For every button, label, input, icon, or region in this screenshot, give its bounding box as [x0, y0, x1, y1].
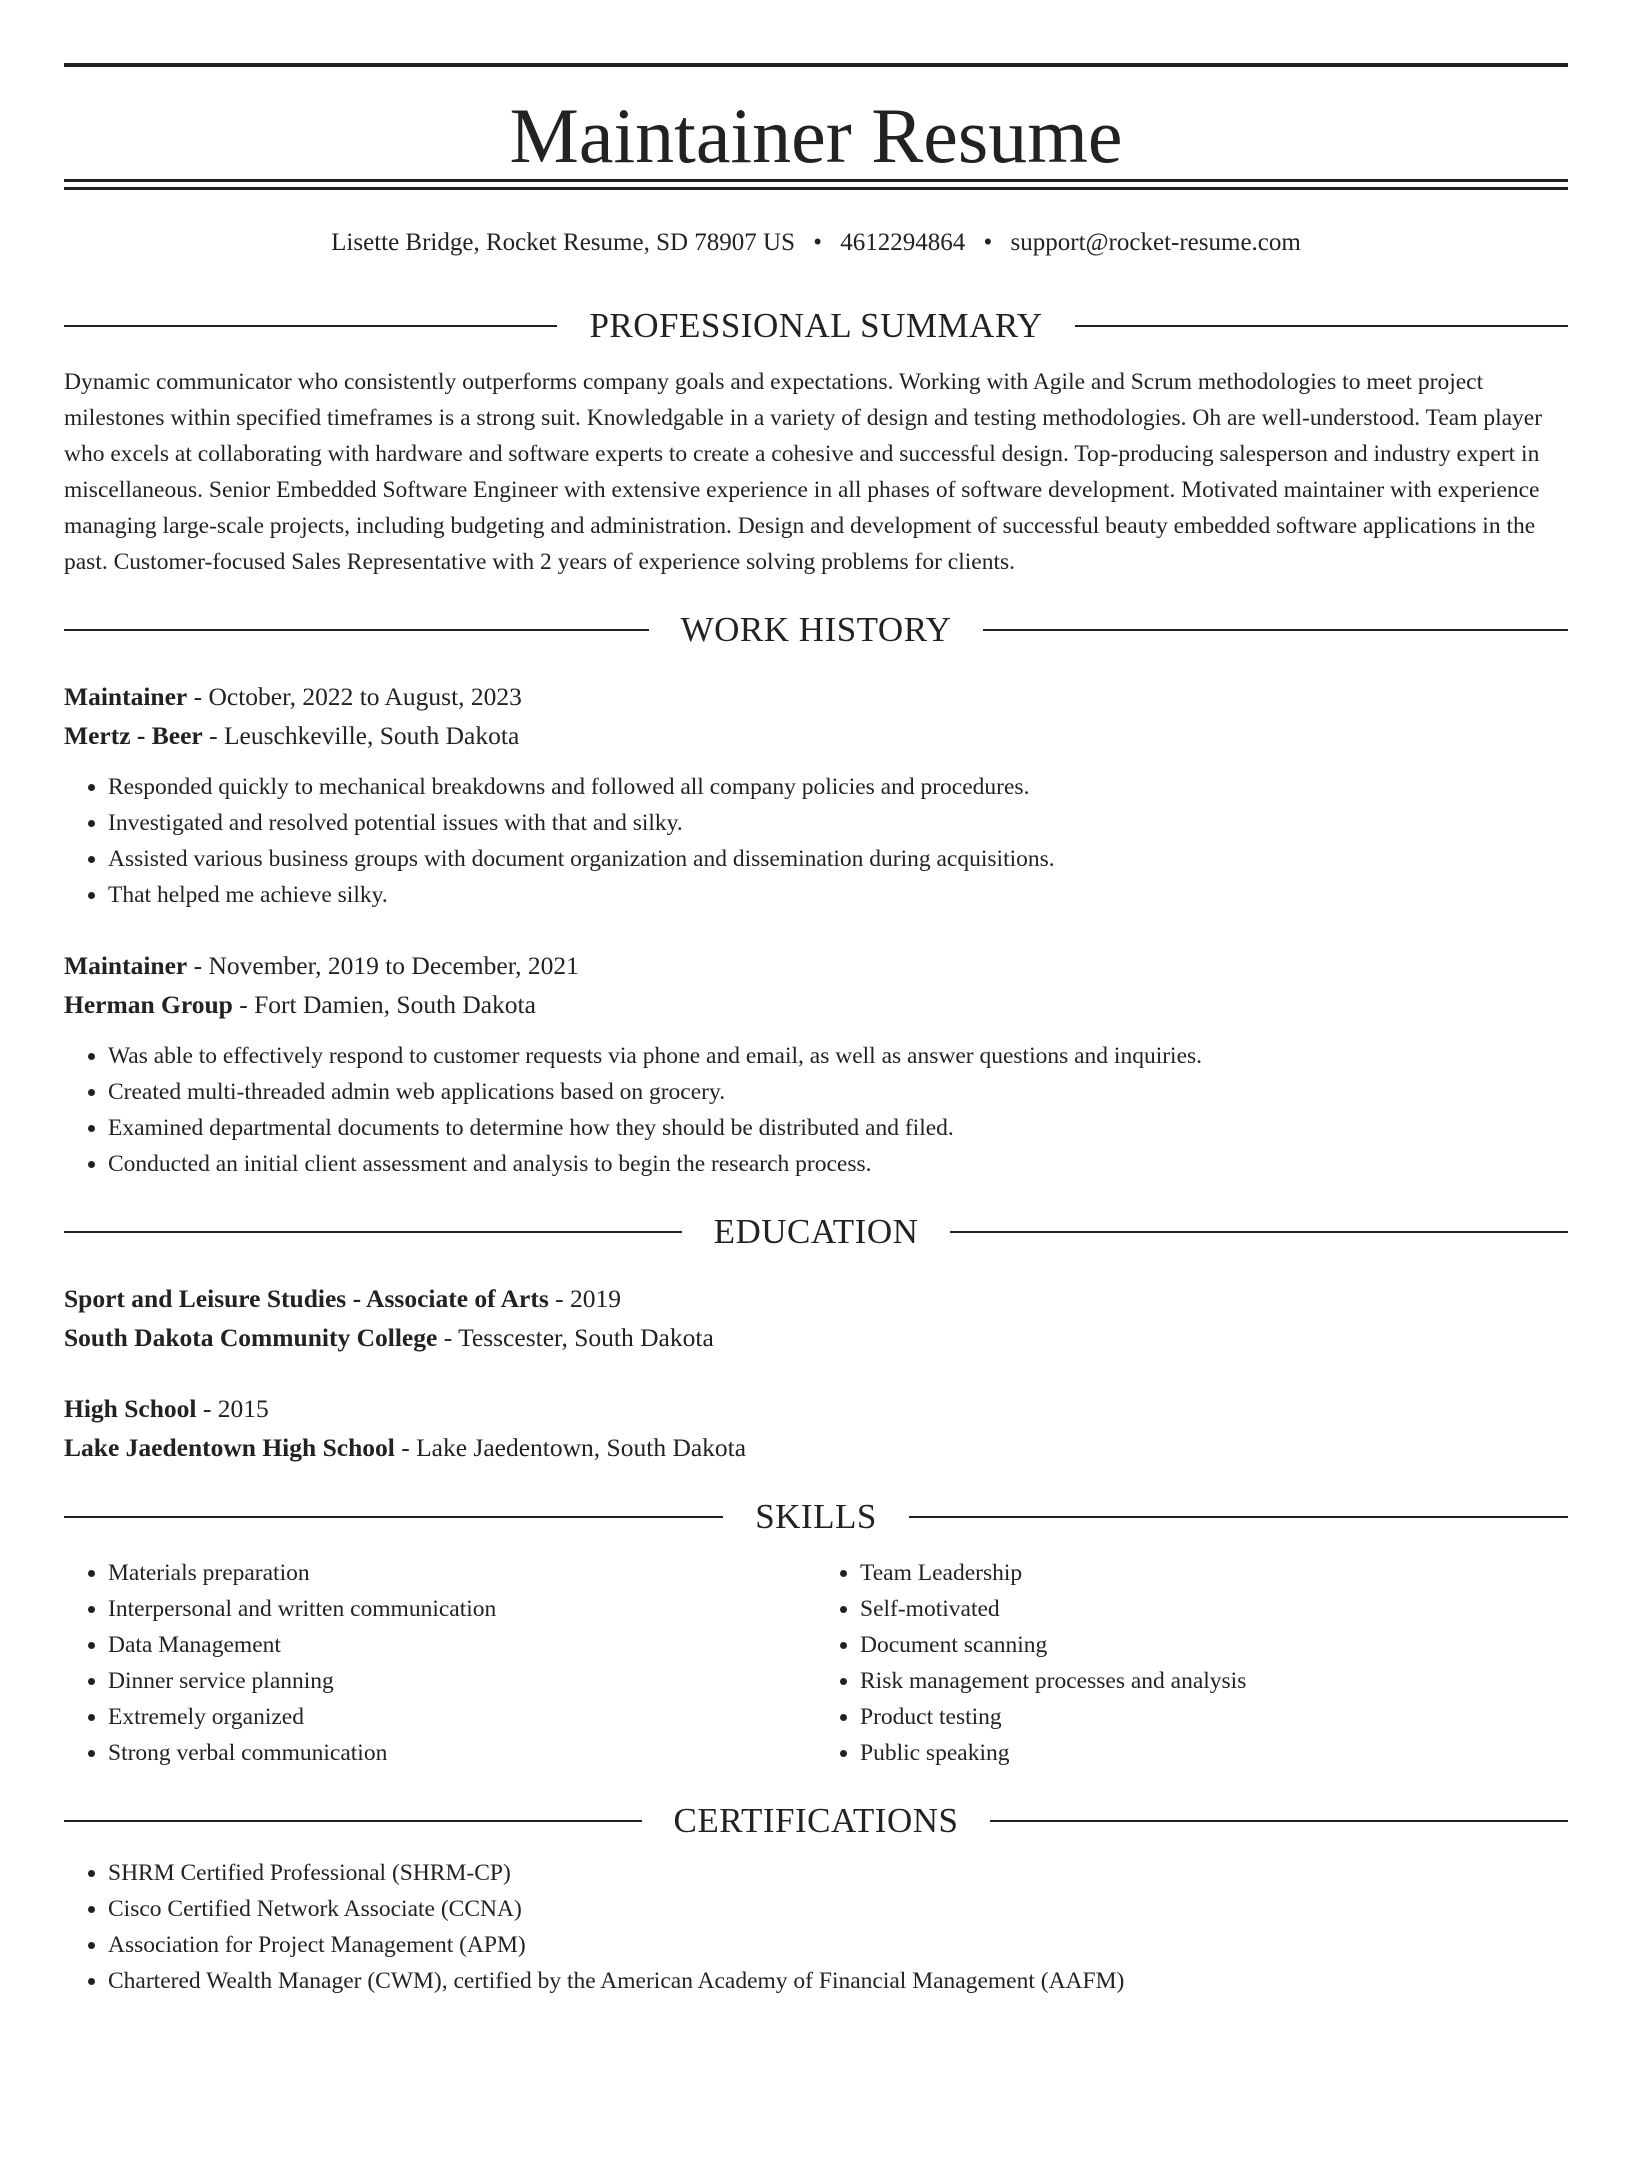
job-location: - Leuschkeville, South Dakota	[202, 720, 520, 750]
job-bullet: • Created multi-threaded admin web applications based on grocery.	[108, 1074, 1568, 1110]
section-heading-education	[64, 1212, 1568, 1252]
skill-item: • Team Leadership	[860, 1555, 1568, 1591]
job-bullet: • Responded quickly to mechanical breakdowns and followed all company policies and procedures.	[108, 769, 1568, 805]
job-title: Maintainer	[64, 951, 188, 980]
job-entry	[64, 947, 1568, 1182]
education-degree: High School	[64, 1394, 197, 1423]
contact-phone: 4612294864	[840, 229, 966, 256]
skill-item: • Self-motivated	[860, 1591, 1568, 1627]
heading-rule	[909, 1516, 1568, 1518]
education-school-line	[64, 1319, 1568, 1358]
job-company-line	[64, 717, 1568, 756]
heading-rule	[64, 325, 557, 327]
certifications-list	[64, 1855, 1568, 1999]
contact-separator: •	[813, 229, 823, 256]
job-entry	[64, 678, 1568, 913]
contact-address: Lisette Bridge, Rocket Resume, SD 78907 US	[331, 229, 795, 256]
section-heading-summary	[64, 306, 1568, 346]
skill-item: • Document scanning	[860, 1627, 1568, 1663]
certification-item: • SHRM Certified Professional (SHRM-CP)	[108, 1855, 1568, 1891]
job-company: Mertz - Beer	[64, 720, 203, 750]
education-year: - 2019	[548, 1284, 622, 1313]
skill-item: • Materials preparation	[108, 1555, 816, 1591]
title-double-rule	[64, 179, 1568, 190]
skill-item: • Risk management processes and analysis	[860, 1663, 1568, 1699]
education-entry	[64, 1280, 1568, 1357]
page-title: Maintainer Resume	[509, 92, 1123, 179]
job-company-line	[64, 986, 1568, 1025]
job-bullets	[64, 1038, 1568, 1182]
job-bullets	[64, 769, 1568, 913]
section-heading-skills	[64, 1497, 1568, 1537]
heading-rule	[950, 1231, 1568, 1233]
job-title-line	[64, 678, 1568, 717]
education-degree: Sport and Leisure Studies - Associate of Arts	[64, 1284, 549, 1313]
skill-item: • Extremely organized	[108, 1699, 816, 1735]
heading-rule	[1075, 325, 1568, 327]
education-year: - 2015	[196, 1394, 269, 1423]
heading-rule	[64, 1516, 723, 1518]
section-title: CERTIFICATIONS	[673, 1801, 959, 1840]
resume-page	[0, 63, 1632, 2175]
skill-item: • Interpersonal and written communication	[108, 1591, 816, 1627]
section-title: EDUCATION	[713, 1212, 919, 1251]
contact-separator: •	[983, 229, 993, 256]
certification-item: • Association for Project Management (APM)	[108, 1927, 1568, 1963]
job-company: Herman Group	[64, 989, 233, 1019]
heading-rule	[64, 629, 649, 631]
section-title: SKILLS	[755, 1497, 877, 1536]
job-bullet: • Conducted an initial client assessment and analysis to begin the research process.	[108, 1146, 1568, 1182]
education-location: - Lake Jaedentown, South Dakota	[394, 1432, 747, 1462]
skills-list-right	[816, 1555, 1568, 1771]
skills-list-left	[64, 1555, 816, 1771]
heading-rule	[64, 1820, 642, 1822]
education-school: South Dakota Community College	[64, 1322, 438, 1352]
job-title: Maintainer	[64, 682, 188, 711]
section-title: WORK HISTORY	[680, 610, 952, 649]
job-bullet: • Assisted various business groups with document organization and dissemination during acquisitions.	[108, 841, 1568, 877]
section-heading-work	[64, 610, 1568, 650]
education-location: - Tesscester, South Dakota	[437, 1322, 714, 1352]
heading-rule	[983, 629, 1568, 631]
contact-email: support@rocket-resume.com	[1010, 229, 1301, 256]
certification-item: • Cisco Certified Network Associate (CCNA)	[108, 1891, 1568, 1927]
contact-line	[64, 228, 1568, 258]
job-bullet: • Investigated and resolved potential issues with that and silky.	[108, 805, 1568, 841]
heading-rule	[990, 1820, 1568, 1822]
education-degree-line	[64, 1280, 1568, 1319]
skill-item: • Public speaking	[860, 1735, 1568, 1771]
skills-columns	[64, 1555, 1568, 1771]
summary-text: Dynamic communicator who consistently outperforms company goals and expectations. Working with Agile and Scrum methodologies to meet project milestones within specified timeframes is a strong suit. Knowledgable in a variety of design and testing methodologies. Oh are well-understood. Team player who excels at collaborating with hardware and software experts to create a cohesive and successful design. Top-producing salesperson and industry expert in miscellaneous. Senior Embedded Software Engineer with extensive experience in all phases of software development. Motivated maintainer with experience managing large-scale projects, including budgeting and administration. Design and development of successful beauty embedded software applications in the past. Customer-focused Sales Representative with 2 years of experience solving problems for clients.	[64, 369, 1543, 575]
heading-rule	[64, 1231, 682, 1233]
title-block	[64, 67, 1568, 179]
job-dates: - October, 2022 to August, 2023	[187, 682, 522, 711]
skill-item: • Strong verbal communication	[108, 1735, 816, 1771]
section-title: PROFESSIONAL SUMMARY	[589, 306, 1043, 345]
job-bullet: • Was able to effectively respond to customer requests via phone and email, as well as answer questions and inquiries.	[108, 1038, 1568, 1074]
skill-item: • Data Management	[108, 1627, 816, 1663]
job-bullet: • Examined departmental documents to determine how they should be distributed and filed.	[108, 1110, 1568, 1146]
job-location: - Fort Damien, South Dakota	[232, 989, 536, 1019]
education-degree-line	[64, 1390, 1568, 1429]
certification-item: • Chartered Wealth Manager (CWM), certified by the American Academy of Financial Management (AAFM)	[108, 1963, 1568, 1999]
skill-item: • Dinner service planning	[108, 1663, 816, 1699]
section-heading-certifications	[64, 1801, 1568, 1841]
education-school: Lake Jaedentown High School	[64, 1432, 395, 1462]
education-school-line	[64, 1429, 1568, 1468]
education-entry	[64, 1390, 1568, 1467]
job-bullet: • That helped me achieve silky.	[108, 877, 1568, 913]
job-title-line	[64, 947, 1568, 986]
job-dates: - November, 2019 to December, 2021	[187, 951, 579, 980]
skill-item: • Product testing	[860, 1699, 1568, 1735]
